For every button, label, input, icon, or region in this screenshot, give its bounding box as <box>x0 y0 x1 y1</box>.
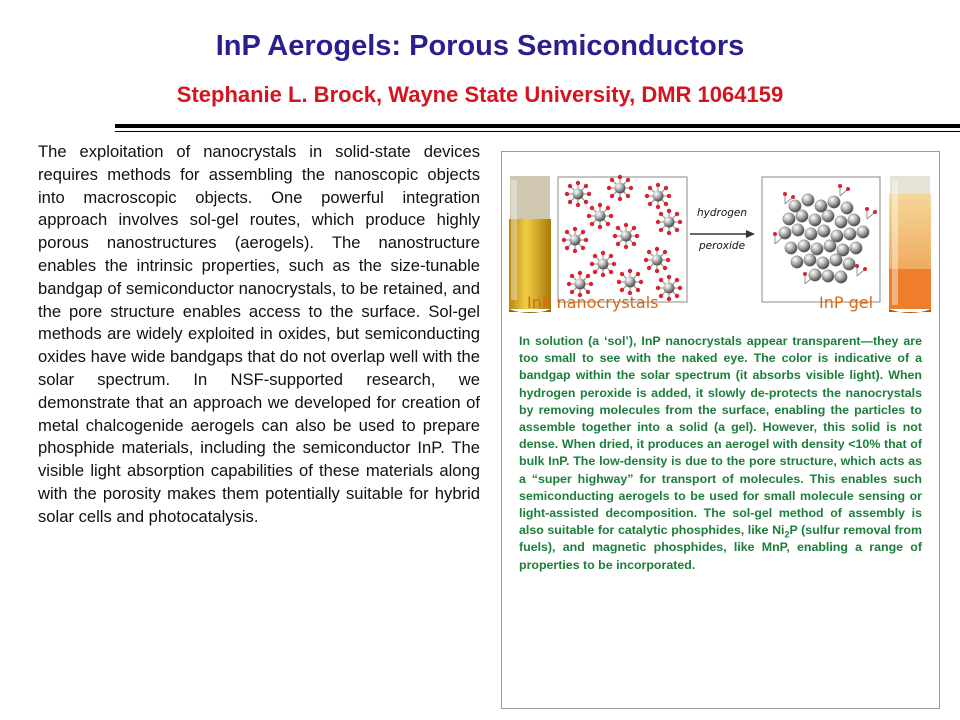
caption-text-part2: P (sulfur removal from fuels), and magnetic phosphides, like MnP, enabling a range of properties to be incorporated. <box>519 523 922 572</box>
arrow-label-top: hydrogen <box>696 207 748 219</box>
vial-right-icon <box>889 176 931 313</box>
slide-title: InP Aerogels: Porous Semiconductors <box>215 30 745 62</box>
caption-subscript: 2 <box>784 529 790 540</box>
header-divider-thick <box>115 124 960 128</box>
body-paragraph: The exploitation of nanocrystals in solid-state devices requires methods for assembling the nanoscopic objects into macroscopic objects. One powerful integration approach involves sol-gel routes, which produce highly porous nanostructures (aerogels). The nanostructure enables the intrinsic properties, such as the size-tunable bandgap of semiconductor nanocrystals, to be retained, and the pore structure enables access to the surface. Sol-gel methods are widely exploited in oxides, but semiconducting oxides have wide bandgaps that do not overlap well with the solar spectrum. In NSF-supported research, we demonstrate that an approach we developed for creation of metal chalcogenide aerogels can also be used to prepare phosphide materials, including the semiconductor InP. The visible light absorption capabilities of these materials along with the porosity makes them potentially suitable for hybrid solar cells and photocatalysis. <box>38 142 480 526</box>
figure-panel <box>501 151 940 709</box>
caption-text-part1: In solution (a ‘sol’), InP nanocrystals appear transparent—they are too small to see with the naked eye. The color is indicative of a bandgap within the solar spectrum (it absorbs visible light). When hydrogen peroxide is added, it slowly de-protects the nanocrystals by removing molecules from the surface, enabling the particles to assemble together into a solid (a gel). However, this solid is not dense. When dried, it produces an aerogel with density <10% that of bulk InP. The low-density is due to the pore structure, which acts as a “super highway” for transport of molecules. This enables such semiconducting aerogels to be used for small molecule sensing or light-assisted decomposition. The sol-gel method of assembly is also suitable for catalytic phosphides, like Ni <box>519 334 922 538</box>
header-divider-thin <box>115 131 960 132</box>
slide-subtitle: Stephanie L. Brock, Wayne State University, DMR 1064159 <box>176 82 784 107</box>
figure-caption <box>519 333 922 574</box>
label-inp-nanocrystals: InP nanocrystals <box>527 293 659 312</box>
label-inp-gel: InP gel <box>819 293 874 312</box>
arrow-label-bottom: peroxide <box>698 240 746 252</box>
